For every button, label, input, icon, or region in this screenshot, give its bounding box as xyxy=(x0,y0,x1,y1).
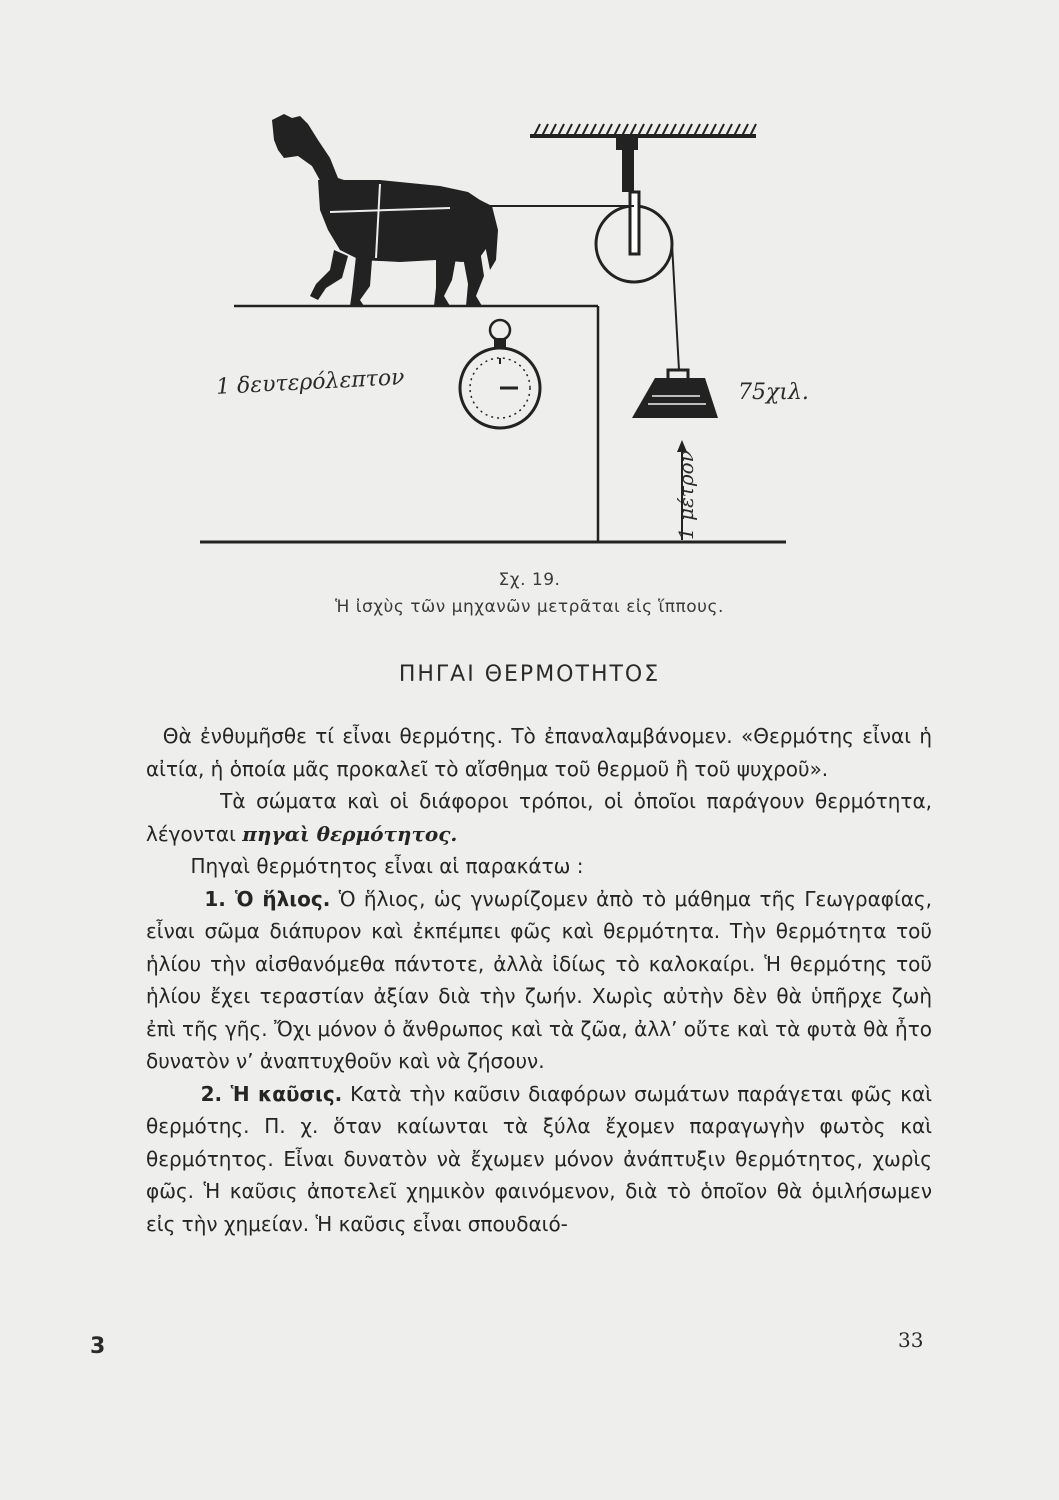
figure-caption-number: Σχ. 19. xyxy=(498,570,561,590)
figure-caption-text: Ἡ ἰσχὺς τῶν μηχανῶν μετρᾶται εἰς ἵππους. xyxy=(335,597,724,617)
rope-vertical xyxy=(672,244,679,370)
paragraph-1-text: Θὰ ἐνθυμῆσθε τί εἶναι θερμότης. Τὸ ἐπαναλαμβάνομεν. «Θερμότης εἶναι ἡ αἰτία, ἡ ὁποία μᾶς προκαλεῖ τὸ αἴσθημα τοῦ θερμοῦ ἢ τοῦ ψυχροῦ». xyxy=(146,724,932,781)
figure-label-height: 1 μέτρον xyxy=(674,450,698,540)
figure-label-time: 1 δευτερόλεπτον xyxy=(215,365,406,400)
section-heading: ΠΗΓΑΙ ΘΕΡΜΟΤΗΤΟΣ xyxy=(398,662,661,687)
stopwatch-icon xyxy=(460,320,540,428)
paragraph-2-text: Τὰ σώματα καὶ οἱ διάφοροι τρόποι, οἱ ὁποῖοι παράγουν θερμότητα, λέγονται xyxy=(146,789,932,846)
page-number: 33 xyxy=(898,1328,924,1352)
paragraph-1 xyxy=(146,720,932,785)
figure-label-weight: 75χιλ. xyxy=(738,380,809,405)
paragraph-2 xyxy=(146,785,932,850)
pulley-bracket-stem xyxy=(622,150,634,192)
paragraph-4-heading: 1. Ὁ ἥλιος. xyxy=(204,886,331,911)
pulley-bracket-top xyxy=(616,138,638,150)
paragraph-5-heading: 2. Ἡ καῦσις. xyxy=(200,1081,343,1106)
paragraph-3 xyxy=(146,850,932,883)
pulley-axle xyxy=(630,192,639,254)
horsepower-figure xyxy=(200,100,820,560)
body-text xyxy=(146,720,932,1240)
horsepower-illustration xyxy=(200,100,820,560)
paragraph-5-text: Κατὰ τὴν καῦσιν διαφόρων σωμάτων παράγεται φῶς καὶ θερμότης. Π. χ. ὅταν καίωνται τὰ ξύλα ἔχομεν παραγωγὴν φωτὸς καὶ θερμότητος. Εἶναι δυνατὸν νὰ ἔχωμεν μόνον ἀνάπτυξιν θερμότητος, χωρὶς φῶς. Ἡ καῦσις ἀποτελεῖ χημικὸν φαινόμενον, διὰ τὸ ὁποῖον θὰ ὁμιλήσωμεν εἰς τὴν χημείαν. Ἡ καῦσις εἶναι σπουδαιό- xyxy=(146,1081,932,1236)
signature-mark: 3 xyxy=(90,1334,106,1359)
weight-handle xyxy=(668,370,688,380)
paragraph-3-text: Πηγαὶ θερμότητος εἶναι αἱ παρακάτω : xyxy=(190,854,584,878)
paragraph-4-text: Ὁ ἥλιος, ὡς γνωρίζομεν ἀπὸ τὸ μάθημα τῆς Γεωγραφίας, εἶναι σῶμα διάπυρον καὶ ἐκπέμπει φῶς καὶ θερμότητα. Τὴν θερμότητα τοῦ ἡλίου τὴν αἰσθανόμεθα πάντοτε, ἀλλὰ ἰδίως τὸ καλοκαίρι. Ἡ θερμότης τοῦ ἡλίου ἔχει τεραστίαν ἀξίαν διὰ τὴν ζωήν. Χωρὶς αὐτὴν δὲν θὰ ὑπῆρχε ζωὴ ἐπὶ τῆς γῆς. Ὄχι μόνον ὁ ἄνθρωπος καὶ τὰ ζῶα, ἀλλ’ οὔτε καὶ τὰ φυτὰ θὰ ἦτο δυνατὸν ν’ ἀναπτυχθοῦν καὶ νὰ ζήσουν. xyxy=(146,886,932,1073)
paragraph-2-emphasis: πηγαὶ θερμότητος. xyxy=(242,821,458,846)
weight-block xyxy=(632,378,718,418)
paragraph-5 xyxy=(146,1078,932,1241)
paragraph-4 xyxy=(146,883,932,1078)
